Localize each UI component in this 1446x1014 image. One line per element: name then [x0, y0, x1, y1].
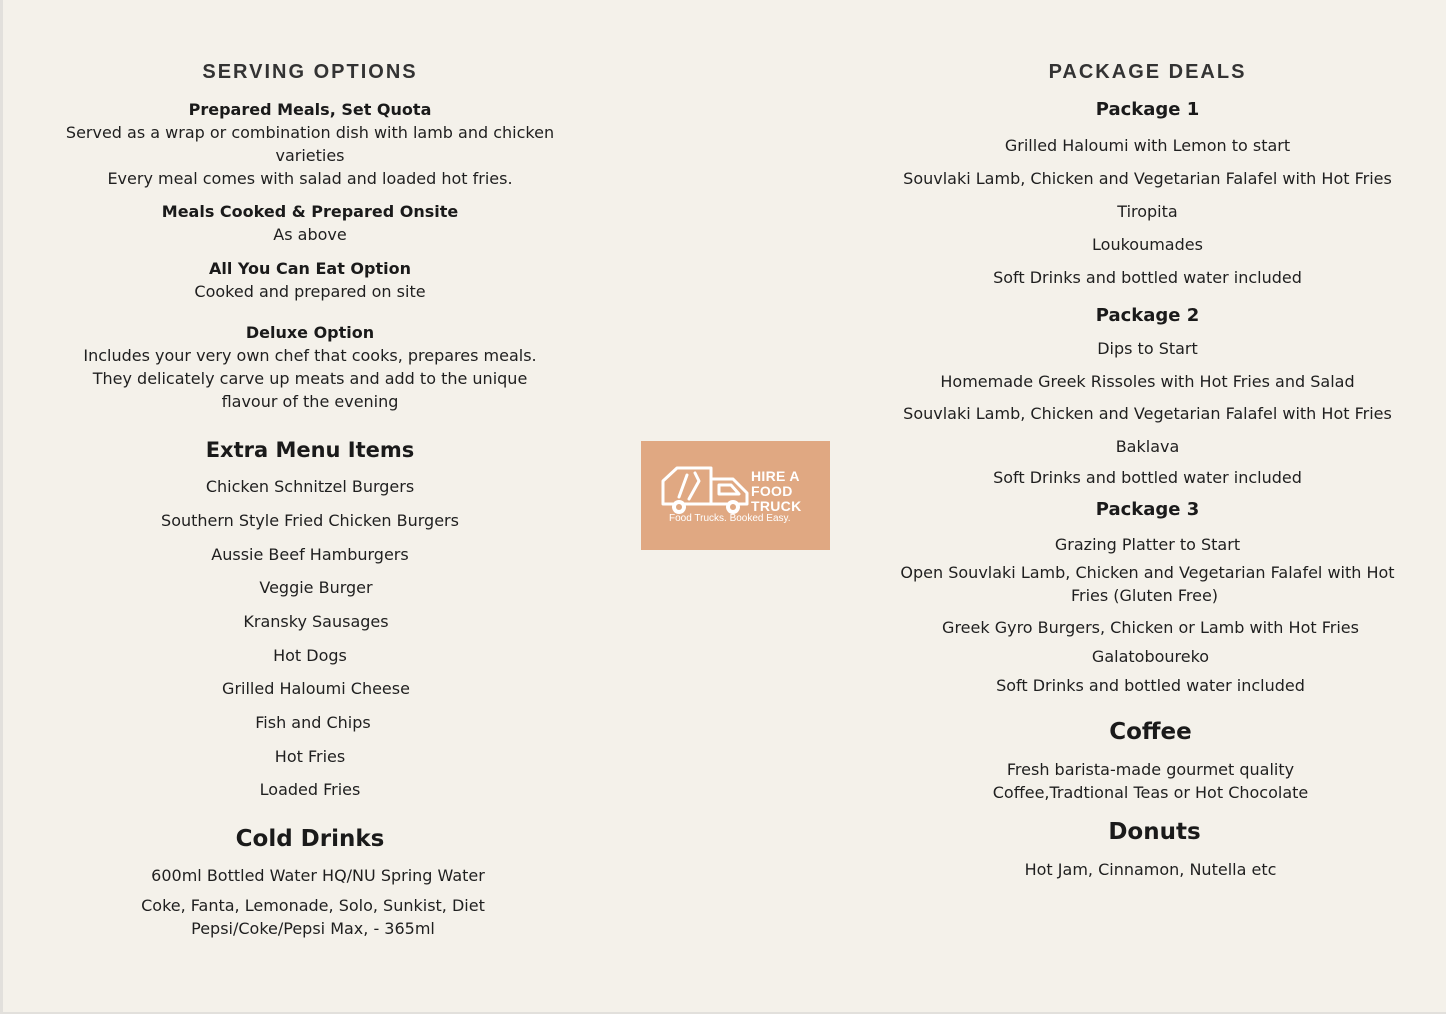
package-item: Tiropita — [1117, 202, 1178, 221]
package-item: Homemade Greek Rissoles with Hot Fries and Salad — [940, 372, 1355, 391]
package-item: Souvlaki Lamb, Chicken and Vegetarian Falafel with Hot Fries — [903, 404, 1392, 423]
package-deals-heading: PACKAGE DEALS — [1048, 61, 1247, 83]
hire-a-food-truck-logo — [641, 441, 830, 550]
package-item: Baklava — [1115, 437, 1180, 456]
package-title: Package 2 — [1095, 305, 1200, 326]
coffee-text: Coffee,Tradtional Teas or Hot Chocolate — [992, 783, 1309, 802]
package-item: Grazing Platter to Start — [1054, 535, 1241, 554]
package-title: Package 1 — [1095, 99, 1200, 120]
option-text: Every meal comes with salad and loaded hot fries. — [107, 169, 513, 188]
cold-drinks-heading: Cold Drinks — [235, 826, 385, 852]
menu-item: Fish and Chips — [255, 713, 371, 732]
package-item: Loukoumades — [1092, 235, 1203, 254]
package-item: Fries (Gluten Free) — [1070, 586, 1219, 605]
donuts-heading: Donuts — [1108, 819, 1201, 845]
menu-item: Chicken Schnitzel Burgers — [205, 477, 415, 496]
package-item: Dips to Start — [1097, 339, 1198, 358]
logo-text: TRUCK — [751, 498, 802, 514]
coffee-heading: Coffee — [1109, 719, 1192, 745]
page-edge — [0, 0, 3, 1014]
option-text: Includes your very own chef that cooks, prepares meals. — [83, 346, 537, 365]
logo-text: FOOD — [751, 483, 793, 499]
option-text: varieties — [275, 146, 345, 165]
option-text: flavour of the evening — [221, 392, 399, 411]
package-item: Soft Drinks and bottled water included — [996, 676, 1305, 695]
option-text: As above — [273, 225, 347, 244]
drink-item: 600ml Bottled Water HQ/NU Spring Water — [151, 866, 485, 885]
drink-item: Pepsi/Coke/Pepsi Max, - 365ml — [191, 919, 435, 938]
option-title: Prepared Meals, Set Quota — [188, 100, 432, 119]
menu-item: Grilled Haloumi Cheese — [222, 679, 410, 698]
menu-item: Veggie Burger — [259, 578, 373, 597]
option-text: Cooked and prepared on site — [194, 282, 426, 301]
extra-menu-heading: Extra Menu Items — [205, 438, 415, 462]
option-title: Deluxe Option — [245, 323, 375, 342]
package-item: Soft Drinks and bottled water included — [993, 468, 1302, 487]
package-item: Greek Gyro Burgers, Chicken or Lamb with Hot Fries — [942, 618, 1359, 637]
menu-item: Hot Dogs — [273, 646, 347, 665]
menu-item: Hot Fries — [274, 747, 346, 766]
package-item: Souvlaki Lamb, Chicken and Vegetarian Falafel with Hot Fries — [903, 169, 1392, 188]
package-item: Grilled Haloumi with Lemon to start — [1004, 136, 1291, 155]
package-item: Soft Drinks and bottled water included — [993, 268, 1302, 287]
serving-options-heading: SERVING OPTIONS — [202, 61, 418, 83]
logo-tagline: Food Trucks. Booked Easy. — [669, 513, 791, 524]
drink-item: Coke, Fanta, Lemonade, Solo, Sunkist, Diet — [141, 896, 485, 915]
package-title: Package 3 — [1095, 499, 1200, 520]
option-text: They delicately carve up meats and add to the unique — [92, 369, 528, 388]
option-title: Meals Cooked & Prepared Onsite — [161, 202, 459, 221]
package-item: Open Souvlaki Lamb, Chicken and Vegetarian Falafel with Hot — [900, 563, 1395, 582]
package-item: Galatoboureko — [1091, 647, 1210, 666]
option-title: All You Can Eat Option — [208, 259, 411, 278]
menu-item: Aussie Beef Hamburgers — [211, 545, 409, 564]
donuts-text: Hot Jam, Cinnamon, Nutella etc — [1024, 860, 1277, 879]
menu-item: Southern Style Fried Chicken Burgers — [161, 511, 459, 530]
logo-text: HIRE A — [751, 468, 800, 484]
menu-item: Loaded Fries — [259, 780, 361, 799]
menu-item: Kransky Sausages — [243, 612, 389, 631]
option-text: Served as a wrap or combination dish with lamb and chicken — [65, 123, 555, 142]
coffee-text: Fresh barista-made gourmet quality — [1006, 760, 1295, 779]
